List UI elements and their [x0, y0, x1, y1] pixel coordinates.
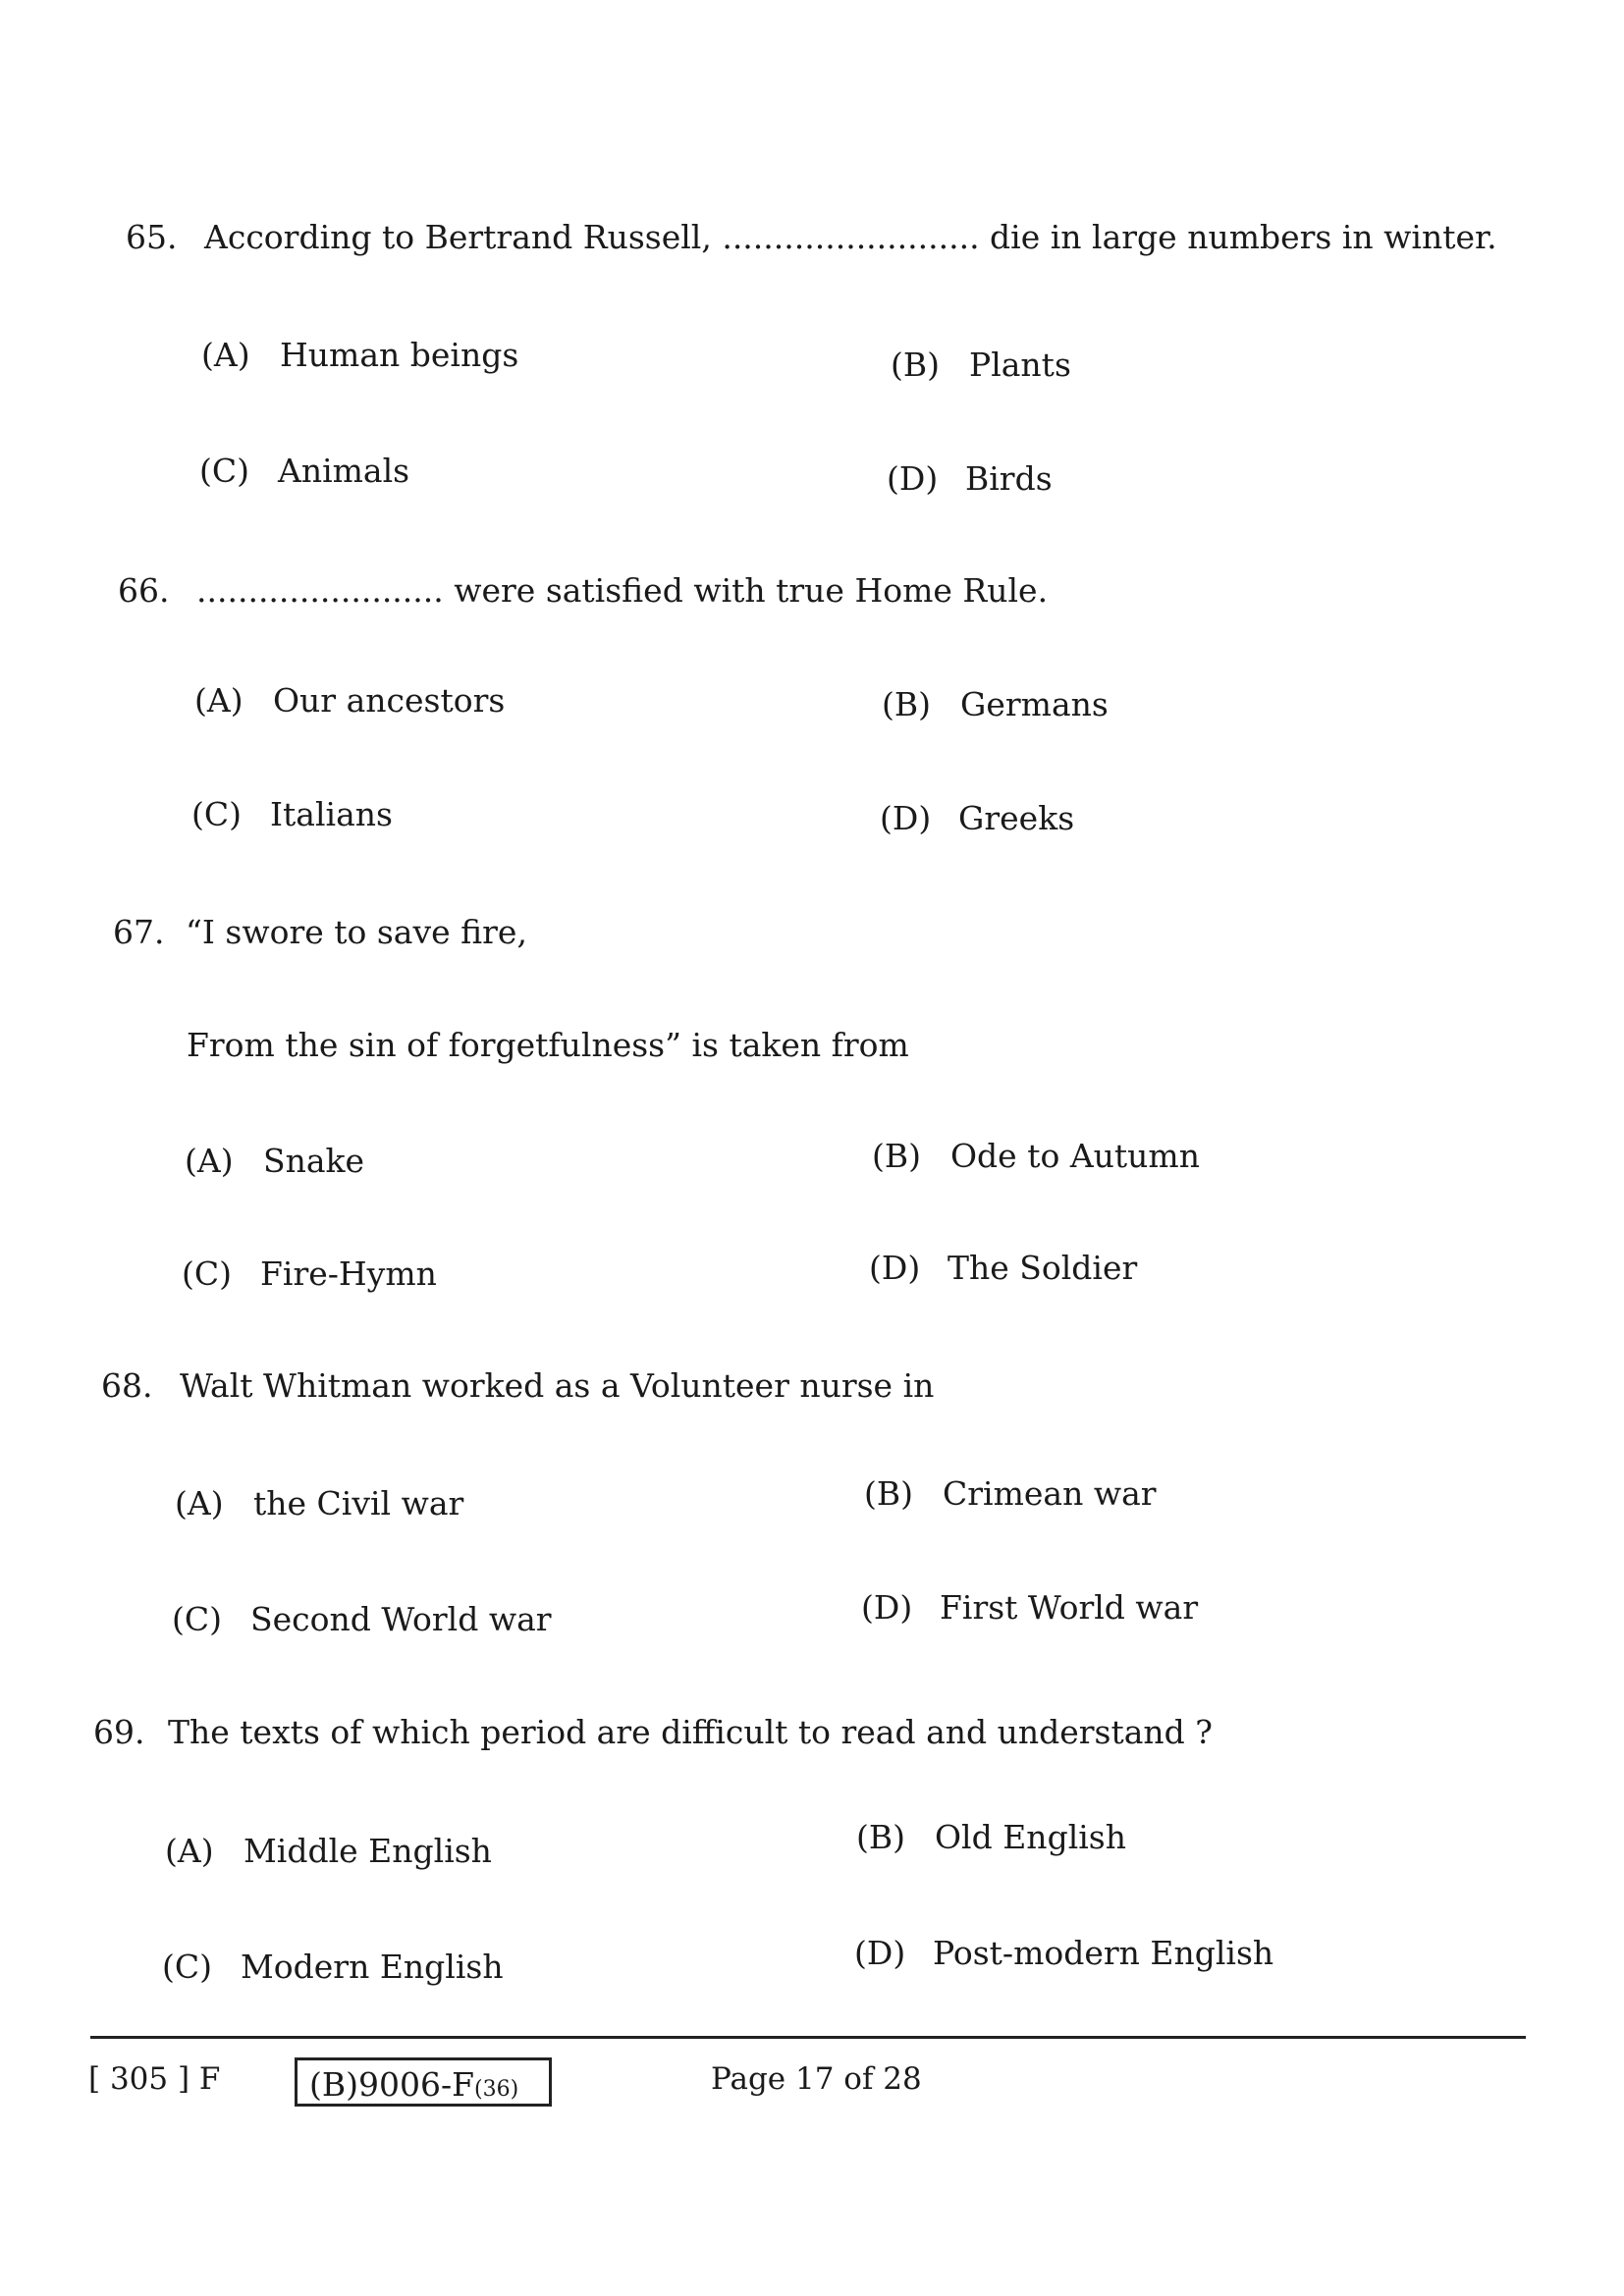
- option-label: (A): [185, 1142, 234, 1180]
- option-text: Modern English: [241, 1948, 504, 1986]
- option-label: (D): [880, 799, 932, 837]
- option-text: Birds: [965, 459, 1053, 498]
- option-label: (B): [882, 685, 931, 723]
- option-text: Greeks: [958, 799, 1075, 837]
- question-number: 66.: [118, 571, 170, 610]
- option-text: Crimean war: [943, 1474, 1157, 1513]
- question-66: [118, 571, 1048, 611]
- option-label: (B): [856, 1818, 905, 1856]
- option-68-b: [864, 1474, 1157, 1514]
- option-label: (C): [199, 452, 249, 490]
- option-66-d: [880, 799, 1074, 838]
- option-67-a: [185, 1142, 364, 1181]
- option-label: (D): [887, 459, 939, 498]
- option-65-d: [887, 459, 1053, 499]
- question-text: The texts of which period are difficult to read and understand ?: [168, 1713, 1213, 1751]
- option-69-b: [856, 1818, 1126, 1857]
- option-66-b: [882, 685, 1109, 724]
- option-text: The Soldier: [947, 1249, 1138, 1287]
- option-label: (A): [165, 1832, 214, 1870]
- paper-code: (B)9006-F: [309, 2065, 475, 2104]
- question-text: According to Bertrand Russell, ......................... die in large numbers in winter.: [204, 218, 1497, 256]
- option-69-a: [165, 1832, 492, 1871]
- option-label: (D): [869, 1249, 921, 1287]
- option-label: (D): [854, 1934, 906, 1972]
- option-text: Human beings: [280, 336, 519, 374]
- option-text: Post-modern English: [933, 1934, 1274, 1972]
- paper-code-suffix: (36): [474, 2077, 519, 2102]
- option-65-c: [199, 452, 409, 491]
- option-66-c: [191, 795, 393, 834]
- question-text: ........................ were satisfied with true Home Rule.: [196, 571, 1049, 610]
- option-text: the Civil war: [253, 1484, 464, 1522]
- question-text: “I swore to save fire,: [186, 913, 527, 951]
- option-label: (C): [191, 795, 242, 833]
- option-text: Germans: [960, 685, 1109, 723]
- option-text: Second World war: [250, 1600, 552, 1638]
- option-text: Italians: [270, 795, 393, 833]
- question-number: 68.: [101, 1366, 153, 1405]
- option-text: Old English: [935, 1818, 1126, 1856]
- footer-divider: [90, 2036, 1526, 2039]
- option-label: (A): [201, 336, 250, 374]
- option-label: (B): [872, 1137, 921, 1175]
- option-67-c: [182, 1255, 437, 1294]
- question-68: [101, 1366, 934, 1406]
- option-69-d: [854, 1934, 1273, 1973]
- option-68-c: [172, 1600, 552, 1639]
- option-label: (C): [182, 1255, 232, 1293]
- question-67: [113, 913, 527, 952]
- option-67-d: [869, 1249, 1137, 1288]
- footer-series: [ 305 ] F: [88, 2061, 221, 2097]
- option-label: (A): [175, 1484, 224, 1522]
- paper-code-box: [295, 2057, 552, 2107]
- question-number: 65.: [126, 218, 178, 256]
- question-number: 67.: [113, 913, 165, 951]
- question-text: Walt Whitman worked as a Volunteer nurse in: [180, 1366, 935, 1405]
- option-65-b: [891, 346, 1071, 385]
- option-65-a: [201, 336, 518, 375]
- option-text: First World war: [940, 1588, 1199, 1627]
- option-text: Animals: [278, 452, 410, 490]
- option-label: (A): [194, 681, 244, 720]
- option-label: (C): [172, 1600, 222, 1638]
- option-text: Ode to Autumn: [950, 1137, 1200, 1175]
- option-text: Middle English: [244, 1832, 492, 1870]
- question-text-continued: From the sin of forgetfulness” is taken from: [187, 1026, 909, 1064]
- option-text: Our ancestors: [273, 681, 506, 720]
- option-label: (B): [864, 1474, 913, 1513]
- option-66-a: [194, 681, 505, 721]
- option-68-d: [861, 1588, 1198, 1628]
- question-number: 69.: [93, 1713, 145, 1751]
- option-label: (D): [861, 1588, 913, 1627]
- option-label: (C): [162, 1948, 212, 1986]
- option-68-a: [175, 1484, 463, 1523]
- option-69-c: [162, 1948, 504, 1987]
- option-text: Plants: [969, 346, 1071, 384]
- option-label: (B): [891, 346, 940, 384]
- question-67-line-2: [187, 1026, 909, 1065]
- option-text: Fire-Hymn: [260, 1255, 437, 1293]
- question-65: [126, 218, 1497, 257]
- question-69: [93, 1713, 1213, 1752]
- option-text: Snake: [263, 1142, 365, 1180]
- page-number: Page 17 of 28: [711, 2061, 922, 2097]
- option-67-b: [872, 1137, 1200, 1176]
